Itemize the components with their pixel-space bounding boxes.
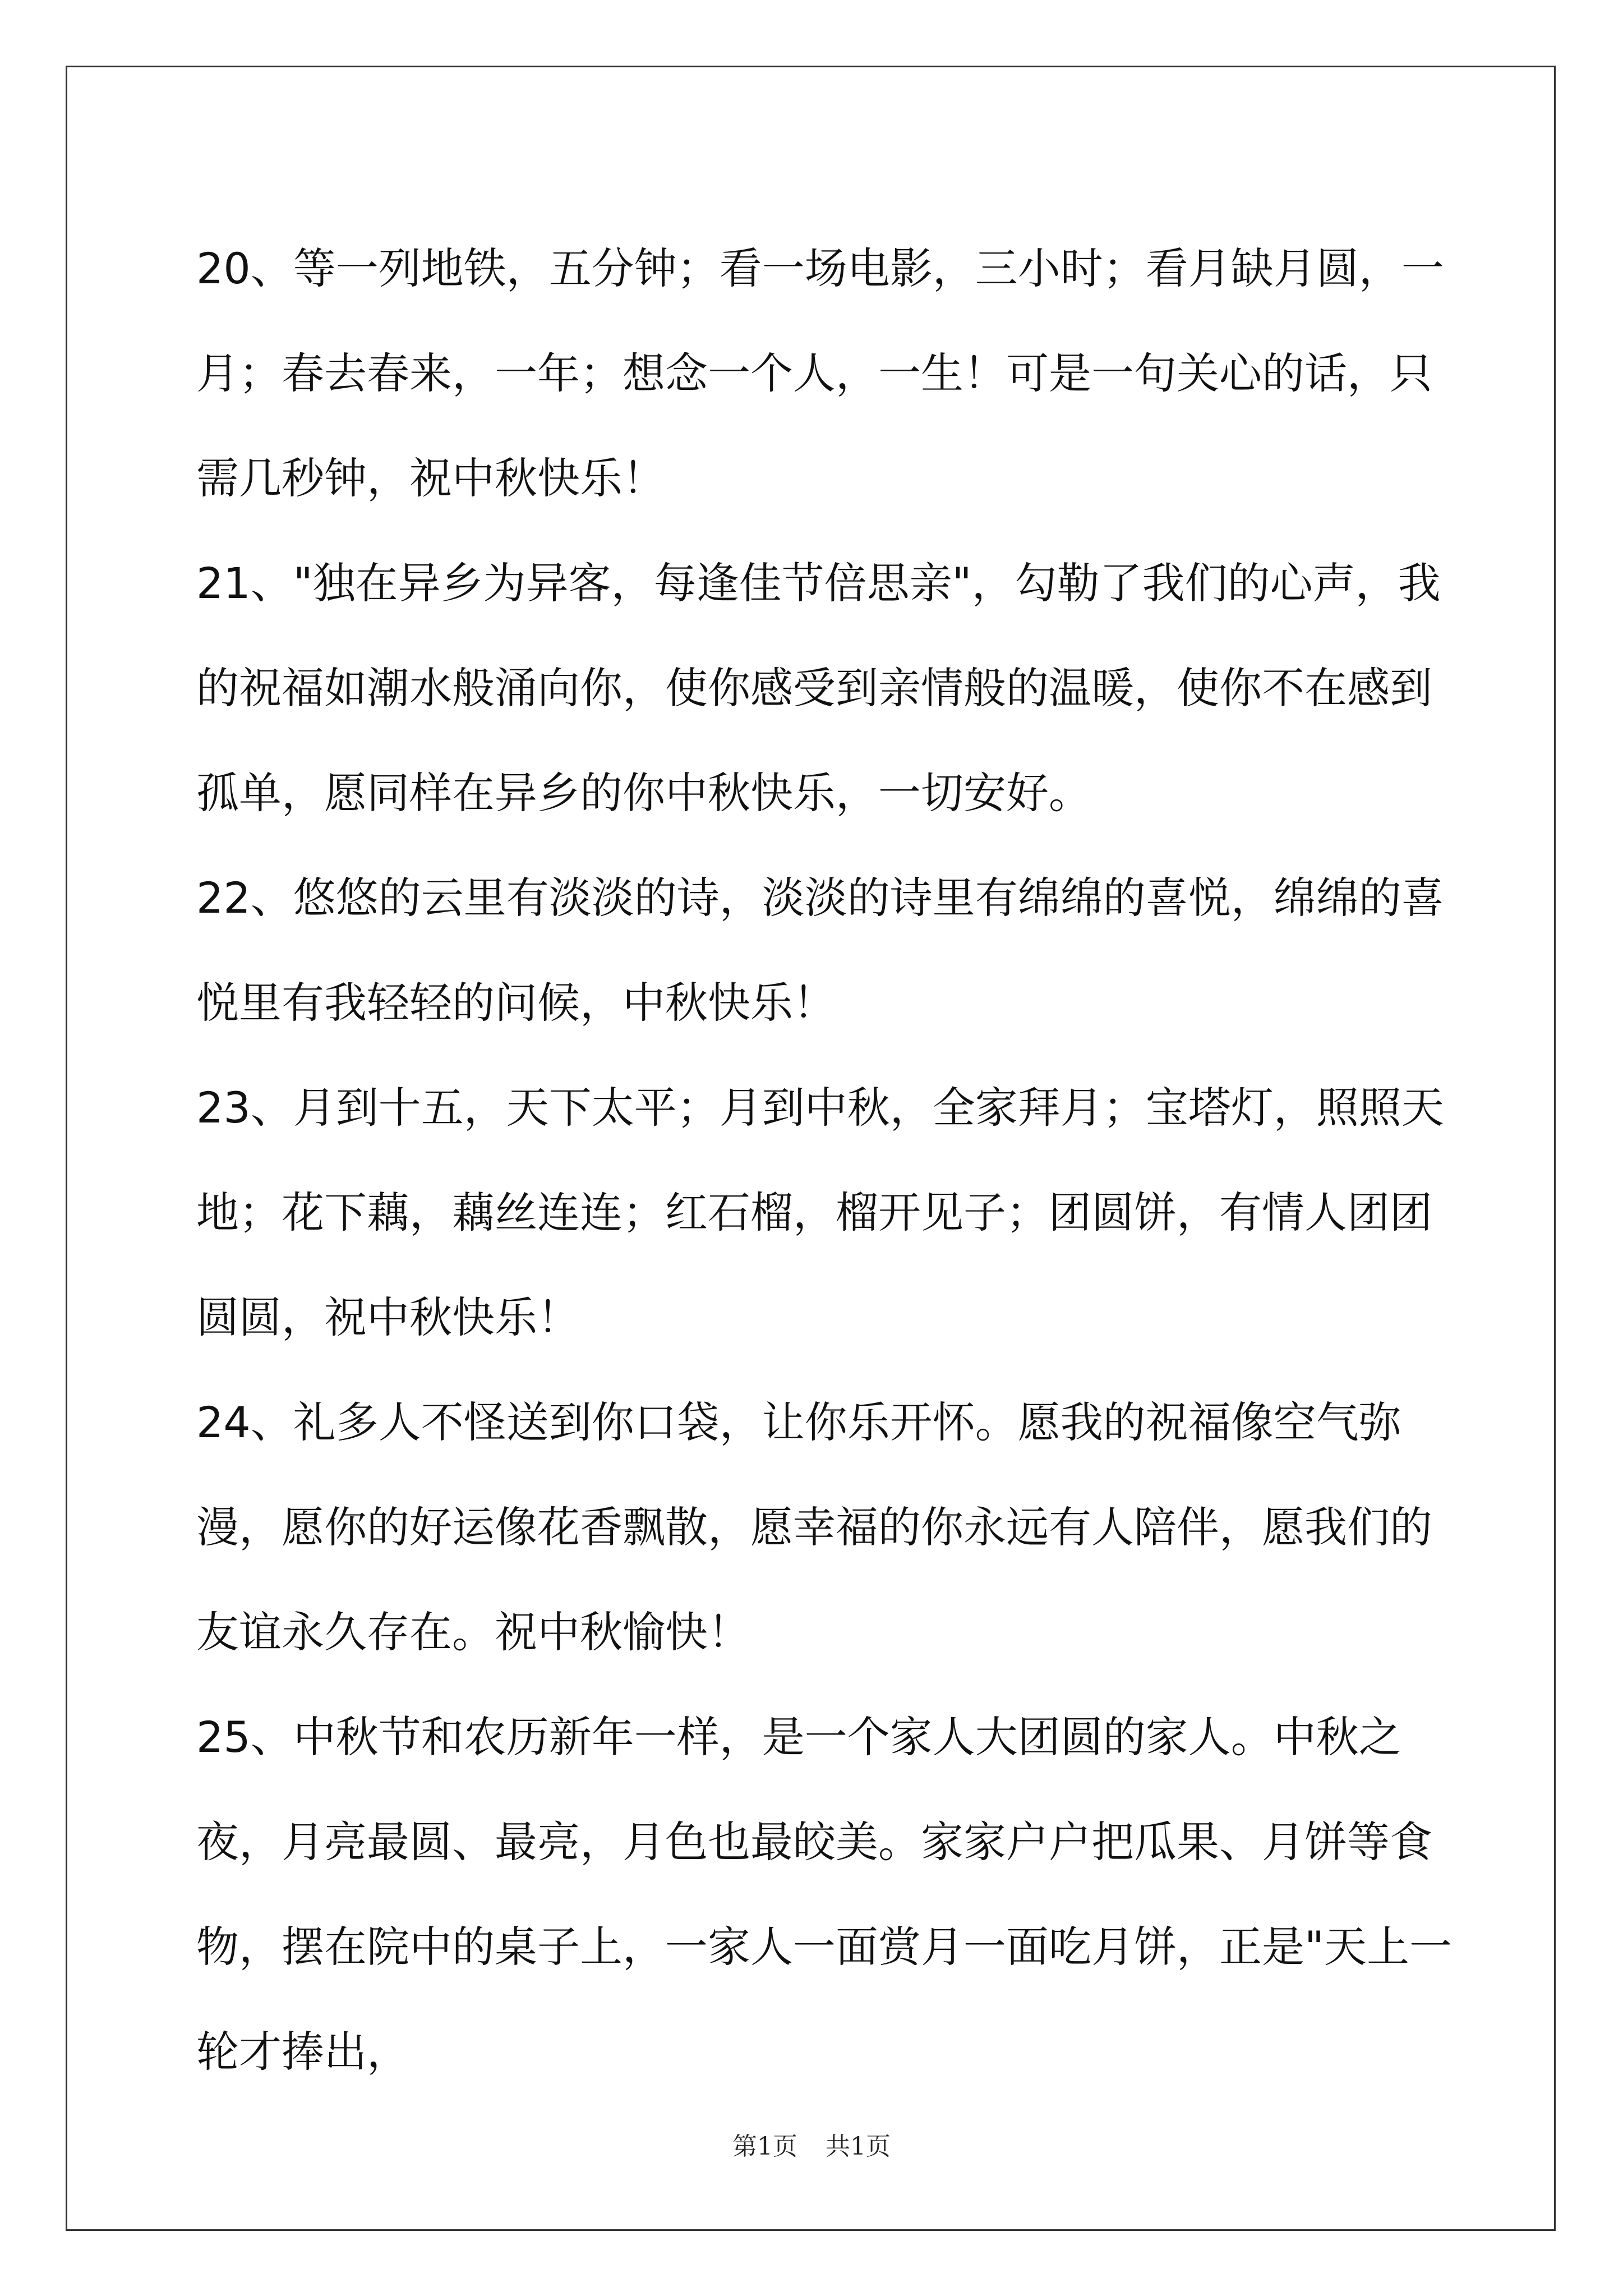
paragraph-21: 21、"独在异乡为异客，每逢佳节倍思亲"，勾勒了我们的心声，我的祝福如潮水般涌向你，使你感受到亲情般的温暖，使你不在感到孤单，愿同样在异乡的你中秋快乐，一切安好。 [196,558,1441,818]
document-body [196,216,1464,2104]
page-footer [0,2126,1623,2162]
page-total: 共1页 [826,2132,891,2161]
paragraph-24: 24、礼多人不怪送到你口袋，让你乐开怀。愿我的祝福像空气弥漫，愿你的好运像花香飘散，愿幸福的你永远有人陪伴，愿我们的友谊永久存在。祝中秋愉快！ [196,1397,1432,1657]
paragraph-23: 23、月到十五，天下太平；月到中秋，全家拜月；宝塔灯，照照天地；花下藕，藕丝连连；红石榴，榴开见子；团圆饼，有情人团团圆圆，祝中秋快乐！ [196,1083,1444,1342]
paragraph-25: 25、中秋节和农历新年一样，是一个家人大团圆的家人。中秋之夜，月亮最圆、最亮，月色也最皎美。家家户户把瓜果、月饼等食物，摆在院中的桌子上，一家人一面赏月一面吃月饼，正是"天上一轮才捧出， [196,1712,1452,2077]
page-number: 第1页 [732,2132,797,2161]
paragraph-22: 22、悠悠的云里有淡淡的诗，淡淡的诗里有绵绵的喜悦，绵绵的喜悦里有我轻轻的问候，中秋快乐！ [196,873,1444,1028]
paragraph-20: 20、等一列地铁，五分钟；看一场电影，三小时；看月缺月圆，一月；春去春来，一年；想念一个人，一生！可是一句关心的话，只需几秒钟，祝中秋快乐！ [196,243,1444,503]
